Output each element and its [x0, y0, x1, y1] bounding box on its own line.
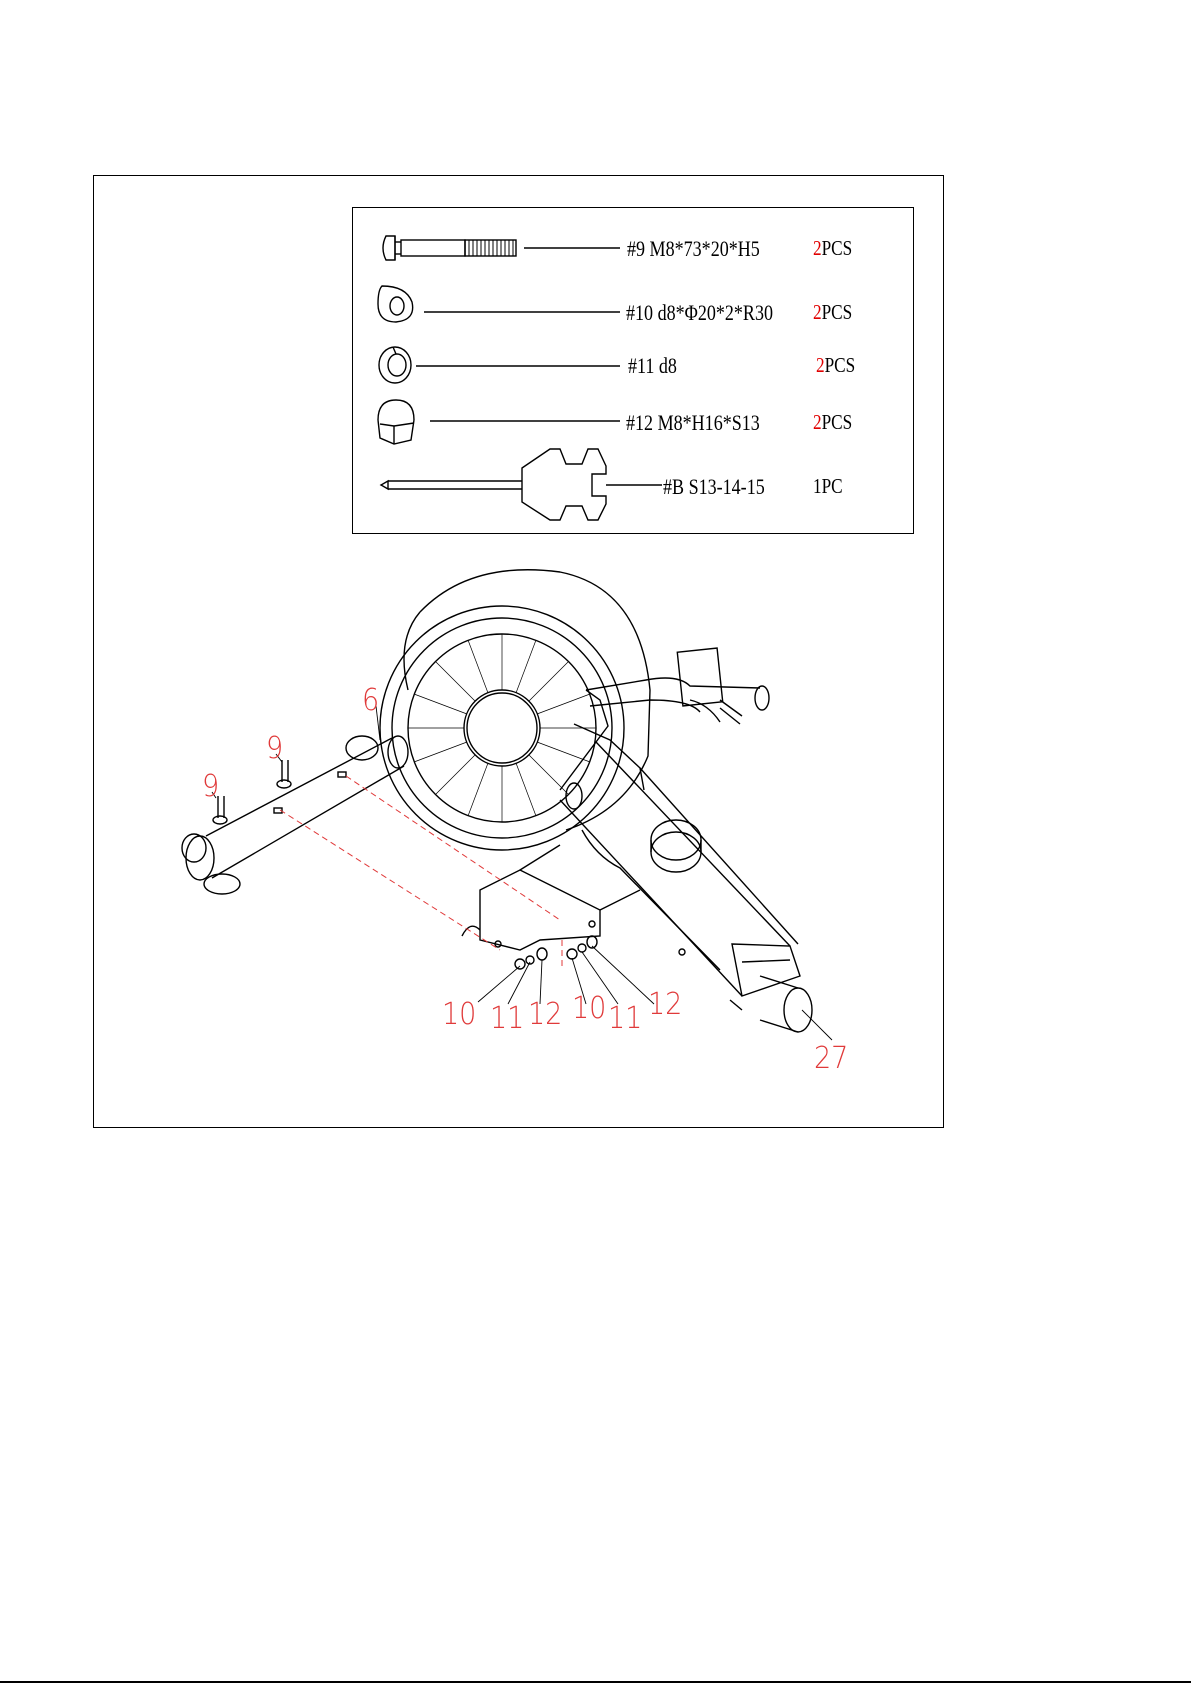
callout-10-a: 10 — [442, 997, 477, 1032]
page-bottom-rule — [0, 1681, 1191, 1683]
cap-nut-icon — [378, 400, 414, 444]
rear-stabilizer-mount — [730, 944, 812, 1032]
part-12-qty-num: 2 — [813, 410, 822, 434]
part-9-qty-num: 2 — [813, 236, 822, 260]
curved-washer-icon — [378, 286, 413, 322]
spring-washer-icon — [379, 347, 411, 383]
assembly-guide-lines — [280, 776, 562, 968]
part-12-qty-unit: PCS — [821, 410, 853, 434]
part-11-qty-unit: PCS — [824, 353, 856, 377]
callout-27: 27 — [814, 1041, 849, 1076]
part-b-qty-unit: 1PC — [813, 474, 843, 498]
part-9-code: #9 M8*73*20*H5 — [627, 236, 760, 261]
callout-9-right: 9 — [266, 731, 284, 766]
callout-6: 6 — [362, 683, 380, 718]
callout-12-b: 12 — [648, 987, 683, 1022]
main-rail — [560, 742, 798, 996]
callout-11-a: 11 — [490, 1001, 525, 1036]
part-10-qty-num: 2 — [813, 300, 822, 324]
wrench-tool-icon — [381, 449, 662, 520]
callout-9-left: 9 — [202, 769, 220, 804]
callout-11-b: 11 — [608, 1001, 643, 1036]
hardware-set-b — [567, 936, 597, 959]
part-10-code: #10 d8*Φ20*2*R30 — [626, 300, 773, 325]
part-11-code: #11 d8 — [628, 353, 677, 378]
flywheel-housing — [380, 570, 650, 850]
part-9-qty-unit: PCS — [821, 236, 853, 260]
part-10-qty-unit: PCS — [821, 300, 853, 324]
part-b-code: #B S13-14-15 — [663, 474, 765, 499]
callout-12-a: 12 — [528, 997, 563, 1032]
handlebar — [586, 648, 769, 724]
connector-tube — [560, 690, 644, 809]
bolt-icon — [383, 236, 516, 260]
callout-10-b: 10 — [572, 991, 607, 1026]
part-12-code: #12 M8*H16*S13 — [626, 410, 760, 435]
part-11-qty-num: 2 — [816, 353, 825, 377]
